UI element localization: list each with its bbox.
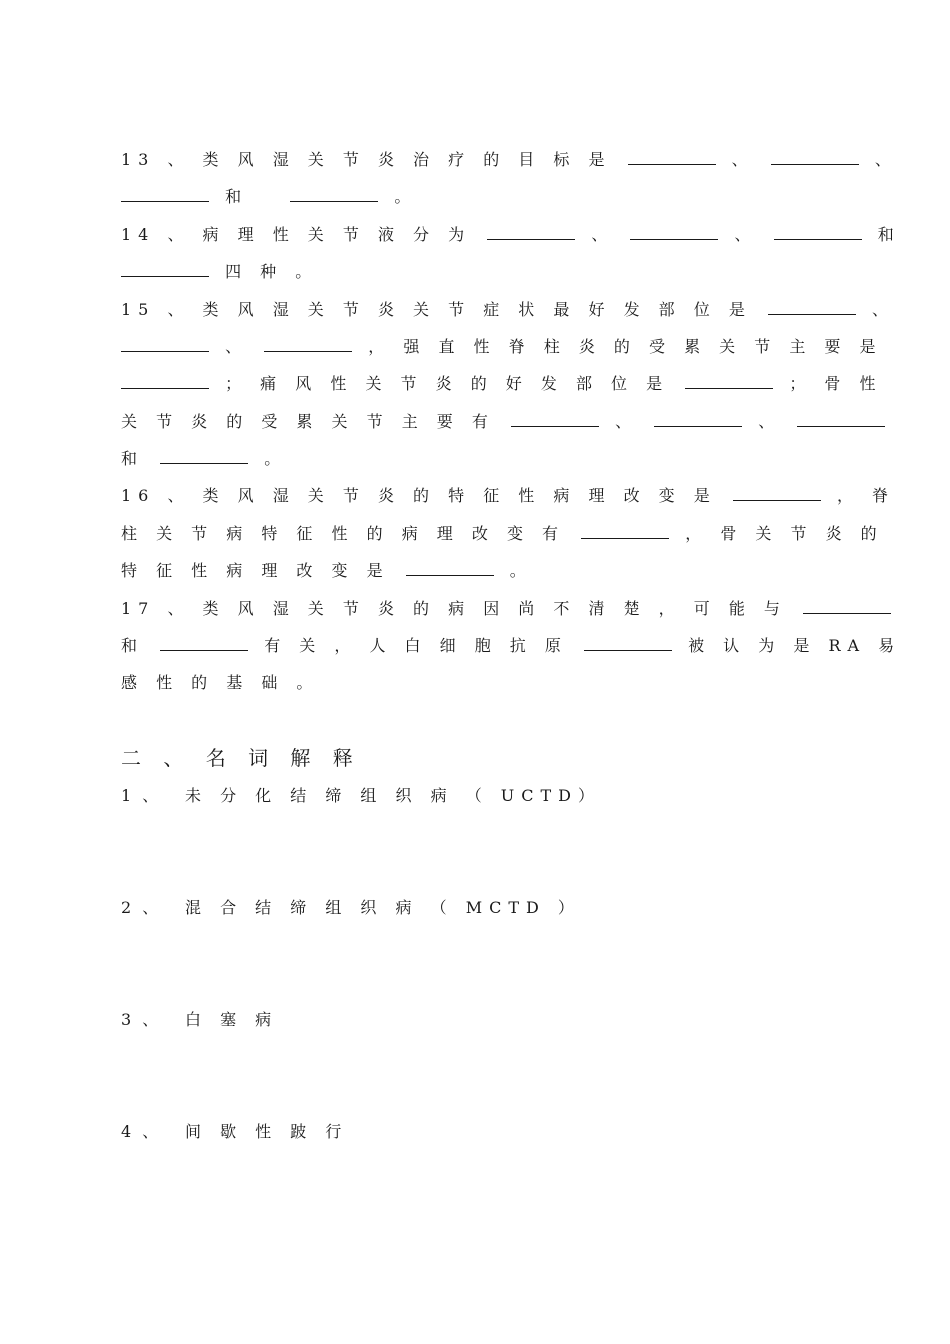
q14-text: 14 、 病 理 性 关 节 液 分 为 [121, 225, 472, 244]
q13-blank-3[interactable] [121, 187, 209, 202]
q15-text-2: ， 强 直 性 脊 柱 炎 的 受 累 关 节 主 要 是 [368, 337, 883, 356]
q15-line-5 [121, 447, 821, 471]
q16-blank-2[interactable] [581, 524, 669, 539]
term-number: 4 、 [121, 1122, 162, 1141]
term-number: 1 、 [121, 786, 162, 805]
q15-blank-5[interactable] [685, 374, 773, 389]
q15-end: 。 [264, 449, 288, 468]
q15-blank-6[interactable] [511, 412, 599, 427]
q15-line-4 [121, 410, 821, 434]
q13-and: 和 [225, 187, 249, 206]
term-item [121, 1120, 348, 1144]
q13-line-1 [121, 148, 898, 172]
q15-blank-9[interactable] [160, 449, 248, 464]
q15-blank-7[interactable] [654, 412, 742, 427]
q16-text-2: ， 脊 [836, 486, 896, 505]
q16-line-1 [121, 484, 896, 508]
q17-text-3: 被 认 为 是 RA 易 [688, 636, 902, 655]
q15-sep: 、 [758, 412, 782, 431]
q16-text-4: ， 骨 关 节 炎 的 [685, 524, 884, 543]
q14-end: 四 种 。 [225, 262, 319, 281]
q15-line-2 [121, 335, 883, 359]
q15-text-3: ； 痛 风 性 关 节 炎 的 好 发 部 位 是 [225, 374, 670, 393]
term-text: 未 分 化 结 缔 组 织 病 （ UCTD） [185, 786, 602, 805]
term-item [121, 896, 581, 920]
q13-blank-4[interactable] [290, 187, 378, 202]
q15-blank-2[interactable] [121, 337, 209, 352]
q16-blank-1[interactable] [733, 486, 821, 501]
term-text: 间 歇 性 跛 行 [185, 1122, 349, 1141]
q13-blank-1[interactable] [628, 150, 716, 165]
term-text: 白 塞 病 [185, 1010, 279, 1029]
q16-text-3: 柱 关 节 病 特 征 性 的 病 理 改 变 有 [121, 524, 566, 543]
q17-blank-1[interactable] [803, 599, 891, 614]
q16-text-5: 特 征 性 病 理 改 变 是 [121, 561, 390, 580]
q13-line-2 [121, 185, 821, 209]
q13-sep: 、 [731, 150, 755, 169]
q16-text-1: 16 、 类 风 湿 关 节 炎 的 特 征 性 病 理 改 变 是 [121, 486, 717, 505]
q17-blank-3[interactable] [584, 636, 672, 651]
q17-line-3 [121, 671, 821, 695]
q17-line-1 [121, 597, 821, 621]
q16-end: 。 [509, 561, 533, 580]
q13-blank-2[interactable] [771, 150, 859, 165]
q15-line-3 [121, 372, 883, 396]
q15-blank-1[interactable] [768, 300, 856, 315]
q15-sep: 、 [615, 412, 639, 431]
term-number: 2 、 [121, 898, 162, 917]
q13-end: 。 [394, 187, 418, 206]
term-text: 混 合 结 缔 组 织 病 （ MCTD ） [185, 898, 581, 917]
q16-blank-3[interactable] [406, 561, 494, 576]
q15-text-4: ； 骨 性 [789, 374, 883, 393]
q14-blank-2[interactable] [630, 225, 718, 240]
q14-sep: 、 [591, 225, 615, 244]
q17-text-4: 感 性 的 基 础 。 [121, 673, 320, 692]
q15-blank-4[interactable] [121, 374, 209, 389]
q14-sep: 、 [734, 225, 758, 244]
q14-and: 和 [877, 225, 901, 244]
q15-and: 和 [121, 449, 145, 468]
q15-sep: 、 [872, 300, 896, 319]
q14-blank-1[interactable] [487, 225, 575, 240]
q13-text: 13 、 类 风 湿 关 节 炎 治 疗 的 目 标 是 [121, 150, 612, 169]
q17-text-2: 有 关 ， 人 白 细 胞 抗 原 [264, 636, 568, 655]
q15-line-1 [121, 298, 896, 322]
q15-blank-3[interactable] [264, 337, 352, 352]
term-item [121, 784, 601, 808]
q16-line-2 [121, 522, 884, 546]
term-number: 3 、 [121, 1010, 162, 1029]
q14-line-2 [121, 260, 821, 284]
q15-text-1: 15 、 类 风 湿 关 节 炎 关 节 症 状 最 好 发 部 位 是 [121, 300, 752, 319]
q14-blank-3[interactable] [774, 225, 862, 240]
q14-blank-4[interactable] [121, 262, 209, 277]
q17-text-1: 17 、 类 风 湿 关 节 炎 的 病 因 尚 不 清 楚 ， 可 能 与 [121, 599, 787, 618]
q16-line-3 [121, 559, 821, 583]
q13-sep: 、 [874, 150, 898, 169]
section-heading: 二 、 名 词 解 释 [121, 746, 361, 770]
term-item [121, 1008, 278, 1032]
q17-blank-2[interactable] [160, 636, 248, 651]
q17-line-2 [121, 634, 902, 658]
q15-sep: 、 [225, 337, 249, 356]
q14-line-1 [121, 223, 901, 247]
q15-text-5: 关 节 炎 的 受 累 关 节 主 要 有 [121, 412, 495, 431]
q15-blank-8[interactable] [797, 412, 885, 427]
q17-and: 和 [121, 636, 145, 655]
